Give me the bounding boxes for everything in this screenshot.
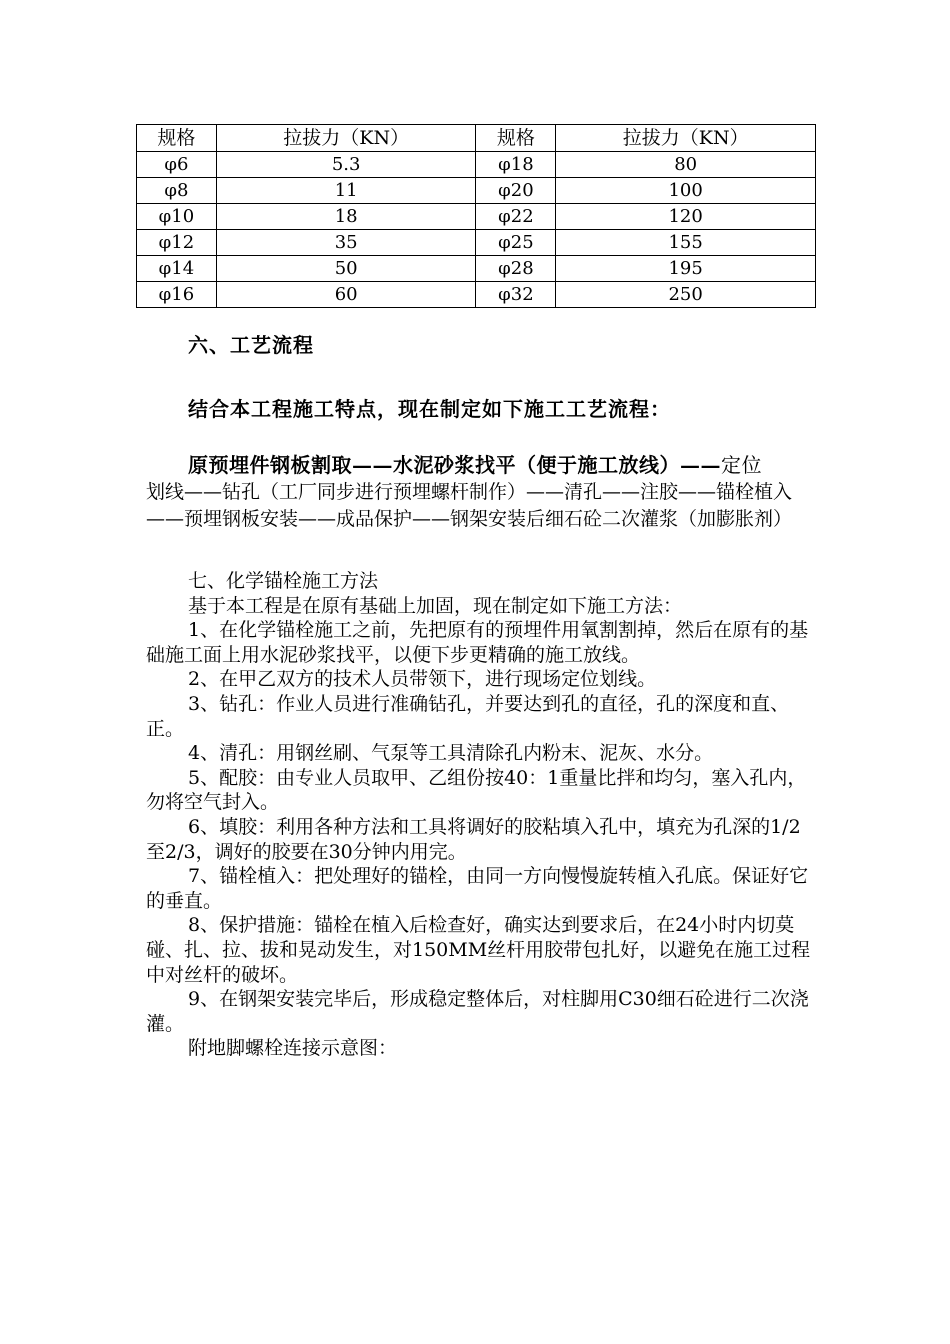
table-cell: 5.3 <box>216 152 476 178</box>
table-cell: 18 <box>216 204 476 230</box>
table-row <box>137 282 816 308</box>
table-header-row <box>137 125 816 152</box>
table-cell: 120 <box>556 204 816 230</box>
section7-paragraph: 基于本工程是在原有基础上加固，现在制定如下施工方法： <box>188 594 683 617</box>
section7-title: 七、化学锚栓施工方法 <box>188 570 379 592</box>
table-cell: φ6 <box>137 152 217 178</box>
section7-paragraph: 8、保护措施：锚栓在植入后检查好，确实达到要求后，在24小时内切莫碰、扎、拉、拔和晃动发生，对150MM丝杆用胶带包扎好，以避免在施工过程中对丝杆的破坏。 <box>146 914 811 986</box>
section7-paragraph: 7、锚栓植入：把处理好的锚栓，由同一方向慢慢旋转植入孔底。保证好它的垂直。 <box>146 865 809 912</box>
table-cell: φ14 <box>137 256 217 282</box>
table-cell: 250 <box>556 282 816 308</box>
pullout-force-table <box>136 124 816 308</box>
process-flow-bold: 原预埋件钢板割取——水泥砂浆找平（便于施工放线）—— <box>188 453 721 477</box>
table-row <box>137 152 816 178</box>
table-row <box>137 230 816 256</box>
table-row <box>137 256 816 282</box>
table-cell: 35 <box>216 230 476 256</box>
table-cell: 80 <box>556 152 816 178</box>
section7-paragraph: 6、填胶：利用各种方法和工具将调好的胶粘填入孔中，填充为孔深的1/2至2/3，调好的胶要在30分钟内用完。 <box>146 815 801 863</box>
table-cell: φ16 <box>137 282 217 308</box>
section7-paragraph: 4、清孔：用钢丝刷、气泵等工具清除孔内粉末、泥灰、水分。 <box>188 742 714 765</box>
table-cell: 100 <box>556 178 816 204</box>
table-cell: φ20 <box>476 178 556 204</box>
header-force-2: 拉拔力（KN） <box>556 125 816 152</box>
section6-title: 六、工艺流程 <box>188 333 314 357</box>
section7-paragraph: 附地脚螺栓连接示意图： <box>188 1037 398 1060</box>
table-cell: φ10 <box>137 204 217 230</box>
table-cell: φ12 <box>137 230 217 256</box>
process-flow-tail: 定位 <box>721 453 762 477</box>
section7-paragraph: 1、在化学锚栓施工之前，先把原有的预埋件用氧割割掉，然后在原有的基础施工面上用水泥砂浆找平，以便下步更精确的施工放线。 <box>146 619 809 666</box>
table-cell: φ25 <box>476 230 556 256</box>
header-spec-2: 规格 <box>476 125 556 152</box>
table-row <box>137 204 816 230</box>
table-cell: 155 <box>556 230 816 256</box>
process-flow-rest: 划线——钻孔（工厂同步进行预埋螺杆制作）——清孔——注胶——锚栓植入——预埋钢板安装——成品保护——钢架安装后细石砼二次灌浆（加膨胀剂） <box>146 481 793 530</box>
table-cell: φ8 <box>137 178 217 204</box>
header-spec-1: 规格 <box>137 125 217 152</box>
process-flow-first-line <box>146 452 816 479</box>
table-cell: 50 <box>216 256 476 282</box>
table-cell: φ32 <box>476 282 556 308</box>
section7-body <box>146 569 816 1061</box>
table-cell: φ22 <box>476 204 556 230</box>
table-cell: 195 <box>556 256 816 282</box>
table-cell: φ18 <box>476 152 556 178</box>
section7-paragraph: 2、在甲乙双方的技术人员带领下，进行现场定位划线。 <box>188 668 657 691</box>
section7-paragraph: 3、钻孔：作业人员进行准确钻孔，并要达到孔的直径，孔的深度和直、正。 <box>146 692 790 740</box>
section7-paragraph: 5、配胶：由专业人员取甲、乙组份按40：1重量比拌和均匀，塞入孔内，勿将空气封入。 <box>146 766 807 814</box>
table-cell: φ28 <box>476 256 556 282</box>
table-cell: 60 <box>216 282 476 308</box>
process-flow-text <box>146 452 816 533</box>
section7-paragraph: 9、在钢架安装完毕后，形成稳定整体后，对柱脚用C30细石砼进行二次浇灌。 <box>146 988 809 1035</box>
section6-intro: 结合本工程施工特点，现在制定如下施工工艺流程： <box>188 397 671 421</box>
table-cell: 11 <box>216 178 476 204</box>
table-row <box>137 178 816 204</box>
header-force-1: 拉拔力（KN） <box>216 125 476 152</box>
